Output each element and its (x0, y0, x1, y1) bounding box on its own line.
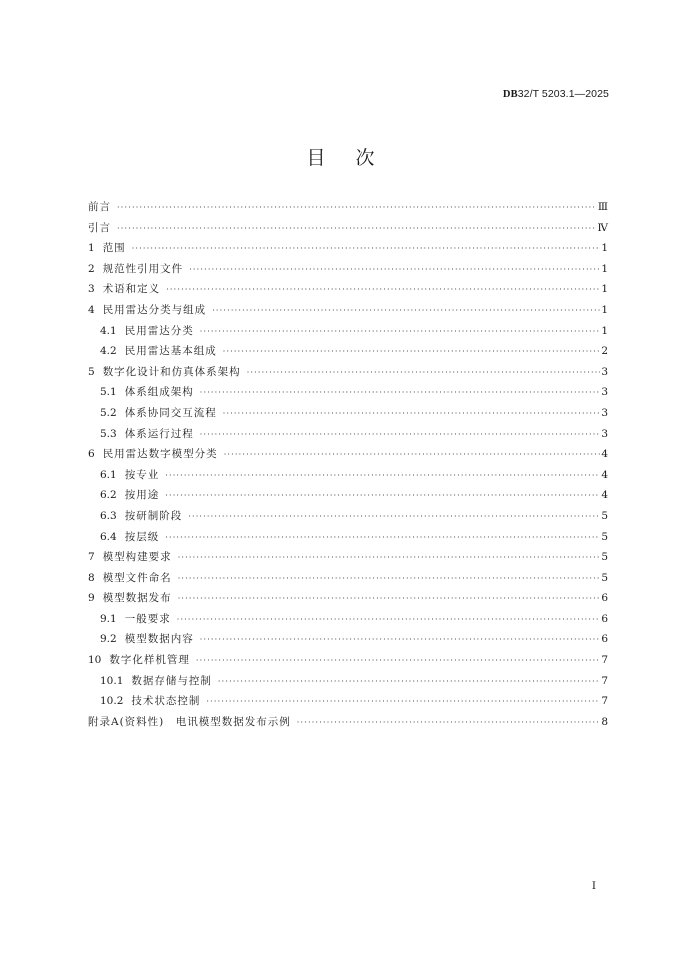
toc-entry-number: 10 (88, 654, 102, 667)
toc-entry[interactable] (88, 323, 608, 344)
toc-entry-number: 6.3 (100, 509, 117, 522)
toc-entry-number: 9.1 (100, 612, 117, 625)
toc-leader-dots (200, 430, 601, 439)
toc-entry[interactable] (88, 261, 608, 282)
toc-leader-dots (297, 718, 601, 727)
toc-entry-page: 3 (601, 365, 608, 378)
toc-entry-number: 5 (88, 365, 95, 378)
toc-leader-dots (200, 635, 601, 644)
toc-entry[interactable] (88, 549, 608, 570)
document-code-prefix: DB (502, 89, 518, 100)
page-title: 目次 (306, 147, 405, 169)
toc-entry-title: 民用雷达分类 (124, 324, 194, 337)
toc-entry-title: 体系协同交互流程 (124, 406, 217, 419)
toc-entry-title: 模型文件命名 (102, 571, 172, 584)
toc-entry-number: 6.4 (100, 530, 117, 543)
toc-entry-number: 4.2 (100, 345, 117, 358)
toc-entry-page: 5 (601, 571, 608, 584)
toc-entry-page: Ⅲ (597, 201, 608, 213)
toc-entry-page: 6 (601, 633, 608, 646)
toc-leader-dots (206, 697, 600, 706)
toc-leader-dots (178, 594, 601, 603)
toc-entry[interactable] (88, 652, 608, 673)
toc-entry[interactable] (88, 199, 608, 220)
toc-entry-title: 附录A(资料性) 电讯模型数据发布示例 (88, 715, 291, 728)
page-number: I (591, 880, 596, 892)
toc-entry-page: 3 (601, 427, 608, 440)
toc-entry-page: 7 (601, 674, 608, 687)
toc-entry-page: 8 (601, 715, 608, 728)
toc-entry-page: 5 (601, 551, 608, 564)
toc-leader-dots (178, 553, 601, 562)
toc-entry-number: 10.1 (100, 674, 124, 687)
toc-entry-page: 7 (601, 695, 608, 708)
toc-entry-number: 5.1 (100, 386, 117, 399)
toc-entry-page: 3 (601, 406, 608, 419)
toc-entry-title: 民用雷达数字模型分类 (102, 448, 218, 461)
toc-entry-page: 4 (601, 468, 608, 481)
toc-entry-title: 按专业 (124, 468, 160, 481)
toc-entry-title: 模型数据内容 (124, 633, 194, 646)
toc-entry-page: 1 (601, 283, 608, 296)
toc-entry-number: 4 (88, 303, 95, 316)
toc-entry-page: 1 (601, 303, 608, 316)
toc-entry-page: 7 (601, 654, 608, 667)
toc-entry[interactable] (88, 302, 608, 323)
toc-entry-title: 按研制阶段 (124, 509, 183, 522)
toc-entry-title: 范围 (102, 242, 126, 255)
toc-entry-title: 数字化样机管理 (109, 654, 190, 667)
toc-entry-title: 民用雷达基本组成 (124, 345, 217, 358)
toc-entry-page: Ⅳ (597, 221, 608, 234)
toc-entry-number: 2 (88, 262, 95, 275)
toc-leader-dots (200, 327, 601, 336)
toc-leader-dots (223, 347, 601, 356)
toc-leader-dots (188, 512, 600, 521)
toc-leader-dots (212, 306, 600, 315)
toc-leader-dots (166, 285, 600, 294)
toc-entry-title: 术语和定义 (102, 283, 161, 296)
toc-entry-page: 1 (601, 242, 608, 255)
toc-entry-title: 前言 (88, 201, 111, 213)
toc-entry-page: 1 (601, 262, 608, 275)
toc-entry[interactable] (88, 673, 608, 694)
toc-leader-dots (177, 615, 601, 624)
toc-entry-number: 5.3 (100, 427, 117, 440)
toc-entry-number: 3 (88, 283, 95, 296)
toc-leader-dots (223, 409, 601, 418)
toc-entry-title: 一般要求 (124, 612, 171, 625)
toc-entry[interactable] (88, 590, 608, 611)
toc-leader-dots (218, 677, 600, 686)
toc-entry[interactable] (88, 281, 608, 302)
toc-entry-title: 按层级 (124, 530, 160, 543)
toc-leader-dots (117, 203, 597, 212)
toc-entry[interactable] (88, 384, 608, 405)
toc-entry-page: 5 (601, 509, 608, 522)
toc-entry-page: 6 (601, 592, 608, 605)
toc-leader-dots (165, 533, 600, 542)
toc-entry-number: 6 (88, 448, 95, 461)
toc-entry-title: 引言 (88, 221, 111, 234)
toc-entry-number: 5.2 (100, 406, 117, 419)
toc-entry-number: 6.2 (100, 489, 117, 502)
toc-entry-title: 模型构建要求 (102, 551, 172, 564)
toc-entry-page: 6 (601, 612, 608, 625)
toc-entry[interactable] (88, 405, 608, 426)
toc-entry[interactable] (88, 570, 608, 591)
toc-entry-page: 1 (601, 324, 608, 337)
toc-entry[interactable] (88, 220, 608, 241)
document-code (503, 88, 609, 100)
toc-entry[interactable] (88, 611, 608, 632)
toc-entry-title: 体系运行过程 (124, 427, 194, 440)
toc-leader-dots (117, 224, 597, 233)
toc-entry[interactable] (88, 364, 608, 385)
toc-entry[interactable] (88, 631, 608, 652)
toc-entry-title: 技术状态控制 (131, 695, 201, 708)
toc-entry[interactable] (88, 714, 608, 735)
toc-leader-dots (165, 471, 600, 480)
toc-entry-number: 6.1 (100, 468, 117, 481)
toc-entry[interactable] (88, 240, 608, 261)
toc-leader-dots (200, 388, 601, 397)
toc-entry-title: 数据存储与控制 (131, 674, 212, 687)
toc-entry-number: 8 (88, 571, 95, 584)
toc-entry-title: 体系组成架构 (124, 386, 194, 399)
table-of-contents (88, 199, 608, 734)
toc-entry-page: 4 (601, 448, 608, 461)
toc-entry[interactable] (88, 693, 608, 714)
toc-leader-dots (189, 265, 600, 274)
toc-entry-title: 按用途 (124, 489, 160, 502)
toc-leader-dots (132, 244, 601, 253)
toc-entry-number: 4.1 (100, 324, 117, 337)
toc-entry-title: 模型数据发布 (102, 592, 172, 605)
toc-leader-dots (196, 656, 600, 665)
toc-entry-number: 9.2 (100, 633, 117, 646)
toc-entry-title: 规范性引用文件 (102, 262, 184, 275)
toc-entry-title: 民用雷达分类与组成 (102, 303, 207, 316)
toc-entry-page: 2 (601, 345, 608, 358)
toc-entry[interactable] (88, 446, 608, 467)
toc-leader-dots (224, 450, 601, 459)
document-code-number: 32/T 5203.1—2025 (517, 88, 609, 100)
toc-entry-number: 10.2 (100, 695, 124, 708)
toc-entry-number: 9 (88, 592, 95, 605)
toc-entry-number: 1 (88, 242, 95, 255)
toc-entry-title: 数字化设计和仿真体系架构 (102, 365, 241, 378)
toc-leader-dots (247, 368, 601, 377)
toc-entry[interactable] (88, 426, 608, 447)
toc-entry-number: 7 (88, 551, 95, 564)
toc-entry-page: 4 (601, 489, 608, 502)
toc-entry[interactable] (88, 508, 608, 529)
toc-entry[interactable] (88, 343, 608, 364)
toc-entry-page: 3 (601, 386, 608, 399)
toc-entry[interactable] (88, 487, 608, 508)
toc-entry[interactable] (88, 467, 608, 488)
toc-entry-page: 5 (601, 530, 608, 543)
toc-leader-dots (165, 491, 600, 500)
toc-leader-dots (178, 574, 601, 583)
toc-entry[interactable] (88, 529, 608, 550)
